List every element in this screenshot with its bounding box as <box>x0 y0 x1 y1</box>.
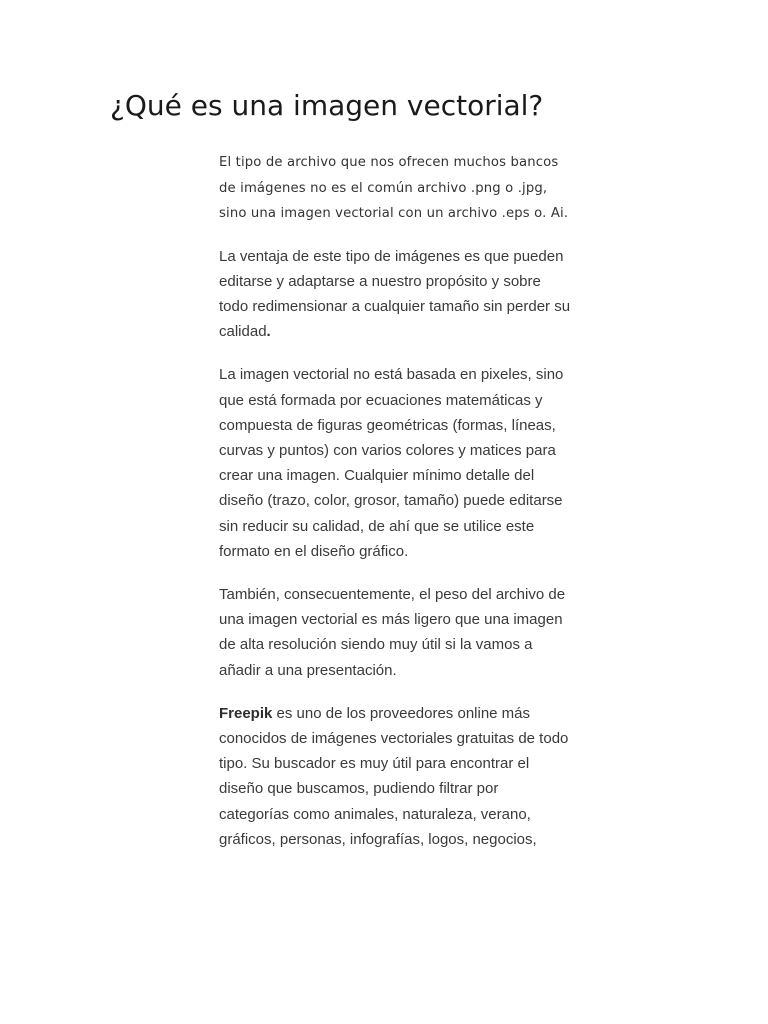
document-body <box>219 150 571 870</box>
paragraph-advantages-period: . <box>266 323 271 341</box>
paragraph-file-types: El tipo de archivo que nos ofrecen muchos bancos de imágenes no es el común archivo .png o .jpg, sino una imagen vectorial con un archivo .eps o. Ai. <box>219 155 569 221</box>
paragraph-advantages-text: La ventaja de este tipo de imágenes es que pueden editarse y adaptarse a nuestro propósito y sobre todo redimensionar a cualquier tamaño sin perder su calidad <box>219 247 571 341</box>
paragraph-file-weight: También, consecuentemente, el peso del archivo de una imagen vectorial es más ligero que una imagen de alta resolución siendo muy útil si la vamos a añadir a una presentación. <box>219 585 566 679</box>
paragraph-definition: La imagen vectorial no está basada en pixeles, sino que está formada por ecuaciones matemáticas y compuesta de figuras geométricas (formas, líneas, curvas y puntos) con varios colores y matices para crear una imagen. Cualquier mínimo detalle del diseño (trazo, color, grosor, tamaño) puede editarse sin reducir su calidad, de ahí que se utilice este formato en el diseño gráfico. <box>219 366 564 560</box>
freepik-name: Freepik <box>219 704 273 722</box>
paragraph-freepik-text: es uno de los proveedores online más conocidos de imágenes vectoriales gratuitas de todo tipo. Su buscador es muy útil para encontrar el diseño que buscamos, pudiendo filtrar por categorías como animales, naturaleza, verano, gráficos, personas, infografías, logos, negocios, <box>219 704 569 848</box>
paragraph-advantages <box>219 244 571 345</box>
page-title: ¿Qué es una imagen vectorial? <box>110 89 544 122</box>
paragraph-freepik <box>219 701 571 852</box>
